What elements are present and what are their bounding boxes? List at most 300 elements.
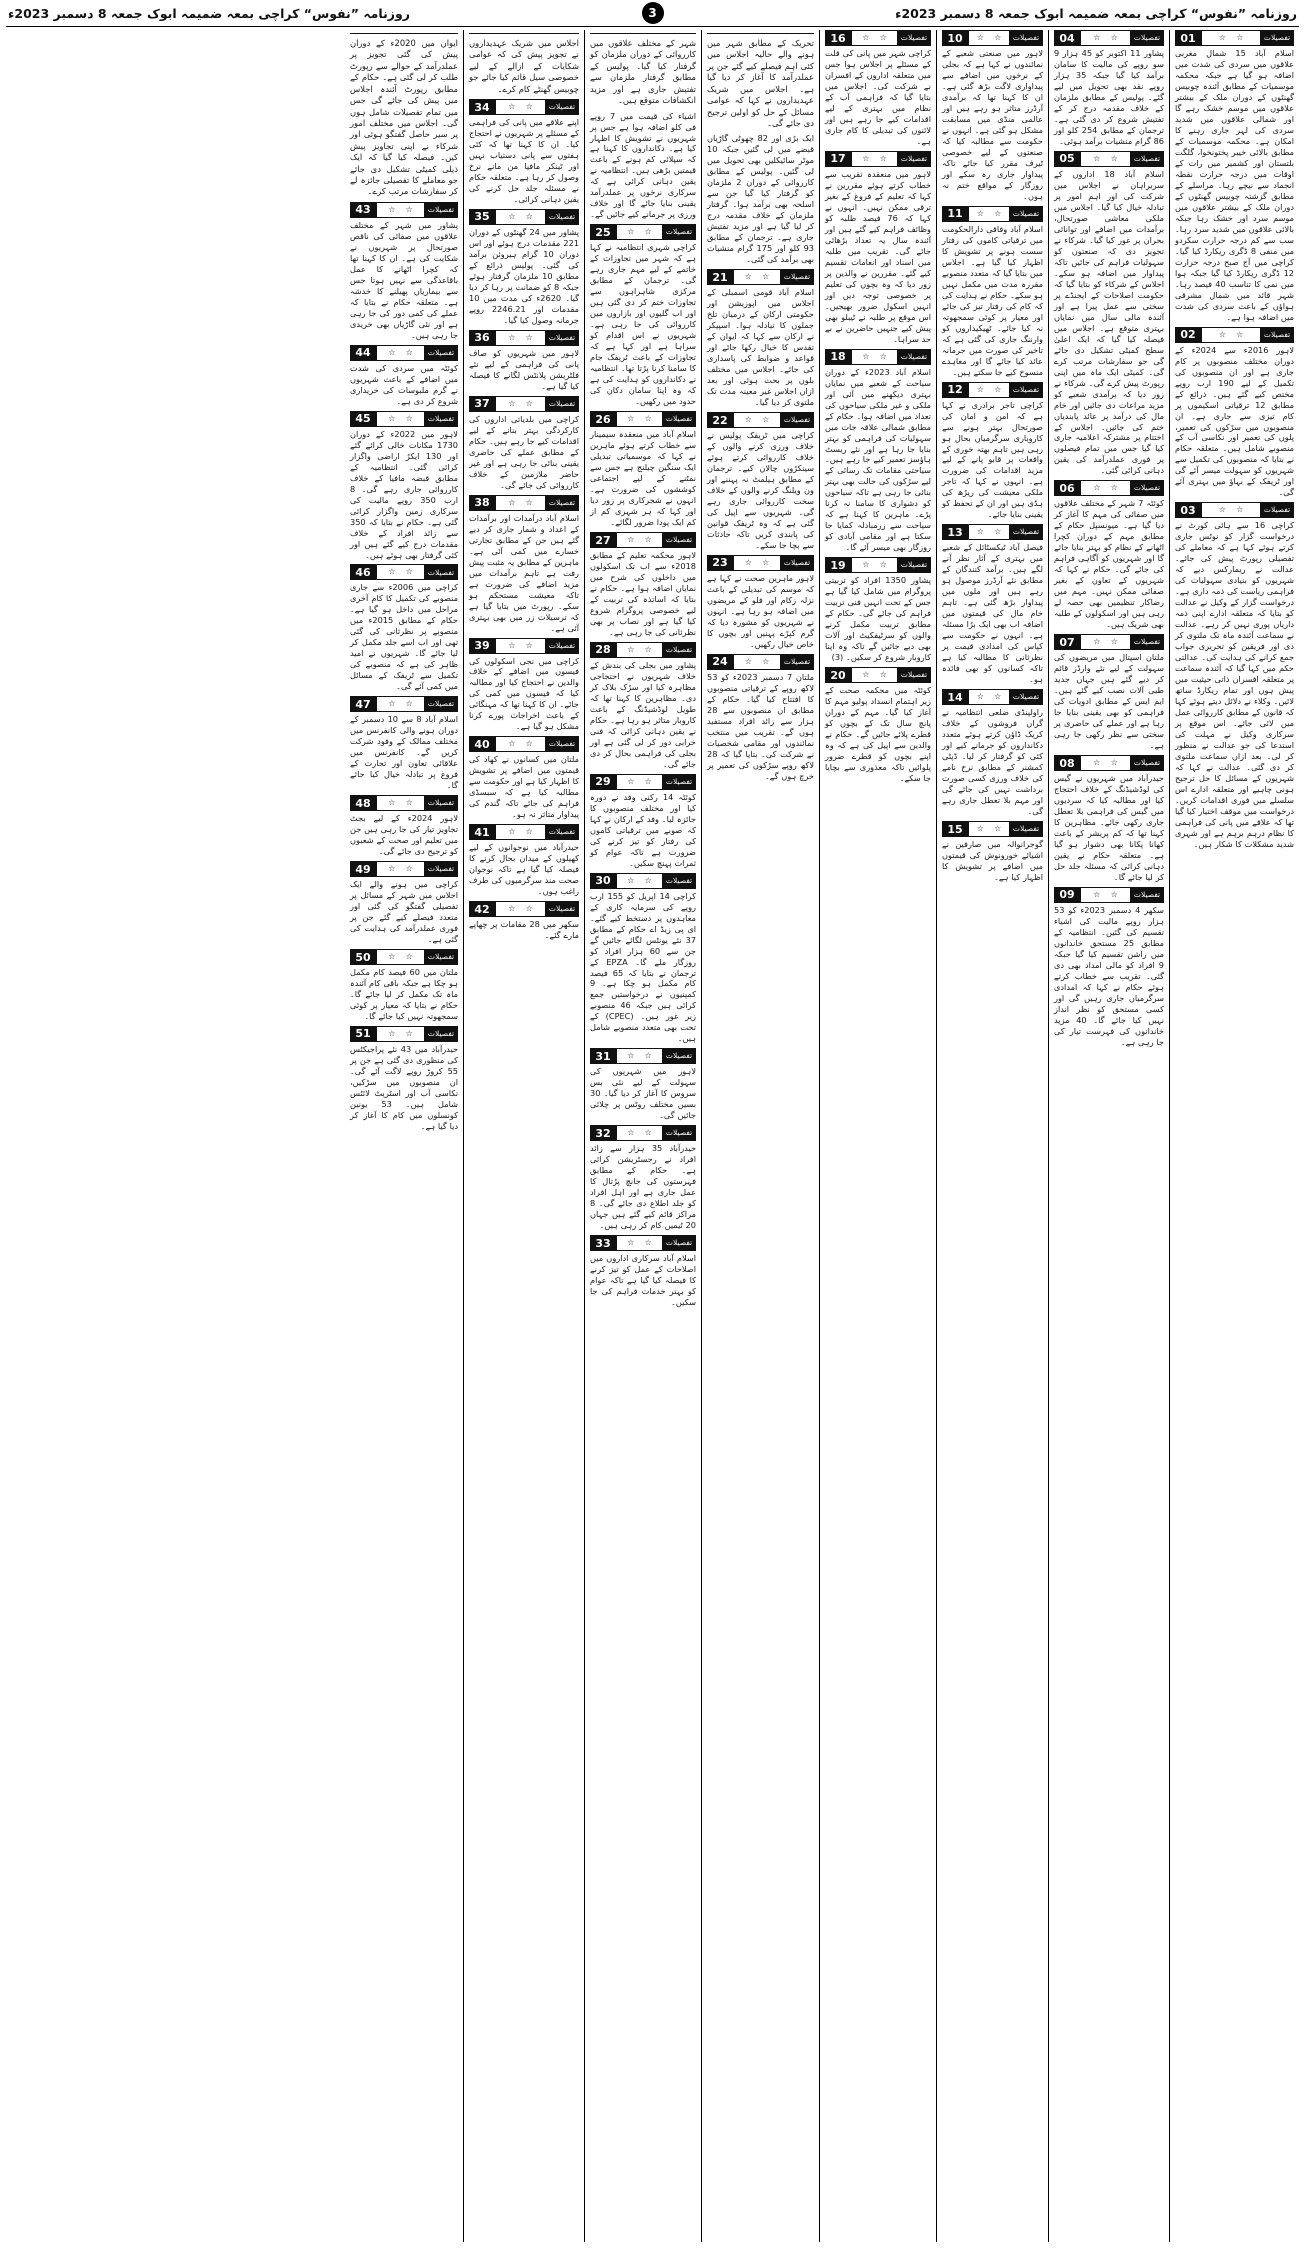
item-number-badge: 41 bbox=[469, 824, 495, 840]
news-item-45 bbox=[350, 411, 458, 561]
item-number-badge: 11 bbox=[942, 206, 968, 222]
detail-tag[interactable]: تفصیلات bbox=[424, 411, 458, 427]
star-divider-icon: ☆ ☆ bbox=[1080, 30, 1130, 46]
news-item-03 bbox=[1175, 502, 1294, 850]
detail-tag[interactable]: تفصیلات bbox=[897, 349, 931, 365]
news-item-body: شہر کے مختلف علاقوں میں کارروائی کے دوران ملزمان کو گرفتار کیا گیا۔ پولیس کے مطابق گرفتار ملزمان سے تفتیش جاری ہے اور مزید انکشافات متوقع ہیں۔ bbox=[590, 38, 696, 106]
item-number-badge: 29 bbox=[590, 774, 616, 790]
news-item-header bbox=[590, 873, 696, 889]
star-divider-icon: ☆ ☆ bbox=[495, 396, 545, 412]
star-divider-icon: ☆ ☆ bbox=[616, 224, 662, 240]
news-item-body: کراچی میں ہونے والے ایک اجلاس میں شہر کے مسائل پر تفصیلی گفتگو کی گئی اور متعدد فیصلے کیے گئے جن پر فوری عملدرآمد کی ہدایت کی گئی ہے۔ bbox=[350, 879, 458, 945]
news-item-header bbox=[469, 209, 579, 225]
news-item-36 bbox=[469, 330, 579, 392]
news-item-body: پشاور میں شہر کے مختلف علاقوں میں صفائی کی ناقص صورتحال پر شہریوں نے شکایت کی ہے۔ ان کا کہنا تھا کہ کچرا اٹھانے کا عمل باقاعدگی سے نہیں ہوتا جس سے بیماریاں پھیلنے کا خدشہ ہے۔ متعلقہ حکام نے بتایا کہ عملے کی کمی دور کی جا رہی ہے اور نئی گاڑیاں بھی خریدی جا رہی ہیں۔ bbox=[350, 219, 458, 340]
news-item-38 bbox=[469, 495, 579, 634]
star-divider-icon: ☆ ☆ bbox=[616, 642, 662, 658]
news-item-header bbox=[350, 949, 458, 965]
news-item-body: ملتان میں 60 فیصد کام مکمل ہو چکا ہے جبکہ باقی کام آئندہ ماہ تک مکمل کر لیا جائے گا۔ حکام نے بتایا کہ معیار پر کوئی سمجھوتہ نہیں کیا جائے گا۔ bbox=[350, 967, 458, 1021]
news-item-header bbox=[590, 1048, 696, 1064]
news-item-21 bbox=[707, 269, 814, 408]
news-item-body: لاہور 2024ء کے لیے بجٹ تجاویز تیار کی جا رہی ہیں جن میں تعلیم اور صحت کے شعبوں کو ترجیح دی جائے گی۔ bbox=[350, 813, 458, 857]
news-item-29 bbox=[590, 774, 696, 869]
item-number-badge: 48 bbox=[350, 795, 376, 811]
detail-tag[interactable]: تفصیلات bbox=[545, 209, 579, 225]
detail-tag[interactable]: تفصیلات bbox=[662, 411, 696, 427]
star-divider-icon: ☆ ☆ bbox=[376, 949, 424, 965]
item-number-badge: 09 bbox=[1054, 887, 1080, 903]
news-item-body: ایوان میں 2020ء کے دوران پیش کی گئی تجویز پر عملدرآمد کے حوالے سے رپورٹ طلب کر لی گئی ہے۔ حکام کے مطابق رپورٹ آئندہ اجلاس میں پیش کی جائے گی جس میں تمام تفصیلات شامل ہوں گی۔ اجلاس میں مختلف امور پر سیر حاصل گفتگو ہوئی اور شرکاء نے اپنی تجاویز پیش کیں۔ فیصلہ کیا گیا کہ ایک ذیلی کمیٹی تشکیل دی جائے جو معاملے کا تفصیلی جائزہ لے کر سفارشات مرتب کرے۔ bbox=[350, 38, 459, 197]
detail-tag[interactable]: تفصیلات bbox=[897, 151, 931, 167]
news-item-body: حیدرآباد میں نوجوانوں کے لیے کھیلوں کے میدان بحال کرنے کا فیصلہ کیا گیا ہے تاکہ نوجوان صحت مند سرگرمیوں کی طرف راغب ہوں۔ bbox=[469, 842, 579, 897]
news-item-header bbox=[350, 696, 458, 712]
news-item-header bbox=[942, 821, 1043, 837]
news-item-header bbox=[825, 151, 931, 167]
item-number-badge: 07 bbox=[1054, 634, 1080, 650]
news-item-body: تحریک کے مطابق شہر میں ہونے والے حالیہ اجلاس میں کئی اہم فیصلے کیے گئے جن پر عملدرآمد کا آغاز کر دیا گیا ہے۔ اجلاس میں شریک عہدیداروں نے کہا کہ عوامی مسائل کے حل کو اولین ترجیح دی جائے گی۔ bbox=[707, 38, 814, 128]
star-divider-icon: ☆ ☆ bbox=[1080, 480, 1130, 496]
item-number-badge: 20 bbox=[825, 667, 851, 683]
detail-tag[interactable]: تفصیلات bbox=[424, 564, 458, 580]
item-number-badge: 03 bbox=[1175, 502, 1201, 518]
news-item-body: اسلام آباد میں منعقدہ سیمینار سے خطاب کرتے ہوئے ماہرین نے کہا کہ موسمیاتی تبدیلی ایک سنگین چیلنج ہے جس سے نمٹنے کے لیے اجتماعی کوششوں کی ضرورت ہے۔ انہوں نے شجرکاری پر زور دیا اور کہا کہ ہر شہری کم از کم ایک پودا ضرور لگائے۔ bbox=[590, 429, 696, 528]
col-7 bbox=[463, 30, 584, 2242]
news-item-20 bbox=[825, 667, 931, 784]
news-item-body: اجلاس میں شریک عہدیداروں نے تجویز پیش کی کہ عوامی شکایات کے ازالے کے لیے خصوصی سیل قائم کیا جائے جو چوبیس گھنٹے کام کرے۔ bbox=[469, 38, 579, 94]
news-item-body: حیدرآباد میں 43 نئے پراجیکٹس کی منظوری دی گئی ہے جن پر 55 کروڑ روپے لاگت آئے گی۔ ان منصوبوں میں سڑکیں، نکاسی آب اور اسٹریٹ لائٹس شامل ہیں۔ 53 یونین کونسلوں میں کام کا آغاز کر دیا گیا ہے۔ bbox=[350, 1043, 458, 1131]
news-item-08 bbox=[1054, 755, 1164, 883]
detail-tag[interactable]: تفصیلات bbox=[1009, 524, 1043, 540]
rule-divider bbox=[469, 33, 579, 34]
news-item-body: کراچی 16 سے ہائی کورٹ نے درخواست گزار کو نوٹس جاری کرتے ہوئے کہا ہے کہ معاملے کی تفصیلی رپورٹ پیش کی جائے۔ عدالت نے ریمارکس دیے کہ شہریوں کو بنیادی سہولیات کی فراہمی ریاست کی ذمہ داری ہے۔ درخواست گزار کے وکیل نے عدالت کو بتایا کہ متعلقہ ادارے اپنی ذمہ داریاں پوری نہیں کر رہے۔ عدالت نے سماعت آئندہ ماہ تک ملتوی کر دی اور فریقین کو تحریری جواب جمع کرانے کی ہدایت کی۔ عدالتی حکم میں کہا گیا کہ آئندہ سماعت پر متعلقہ افسران ذاتی حیثیت میں پیش ہوں اور تمام ریکارڈ ساتھ لائیں۔ وکلاء نے دلائل دیتے ہوئے کہا کہ قانون کے مطابق کارروائی عمل میں لائی جائے۔ اس موقع پر سرکاری وکیل نے مہلت کی استدعا کی جو عدالت نے منظور کر لی۔ بعد ازاں سماعت ملتوی کر دی گئی۔ عدالت نے کہا کہ شہریوں کے مسائل کا حل ترجیح ہونی چاہیے اور متعلقہ ادارے اس سلسلے میں فوری اقدامات کریں۔ درخواست میں موقف اختیار کیا گیا تھا کہ علاقے میں پانی کی فراہمی کا نظام درہم برہم ہے اور شہری شدید مشکلات کا شکار ہیں۔ bbox=[1175, 520, 1294, 849]
star-divider-icon: ☆ ☆ bbox=[495, 99, 545, 115]
news-item-header bbox=[707, 412, 814, 428]
news-item-header bbox=[590, 411, 696, 427]
page-number-badge: 3 bbox=[642, 2, 664, 24]
news-item-body: لاہور محکمہ تعلیم کے مطابق 2018ء سے اب تک اسکولوں میں داخلوں کی شرح میں نمایاں اضافہ ہوا ہے۔ حکام نے بتایا کہ اساتذہ کی تربیت کے لیے خصوصی پروگرام شروع کیا گیا ہے اور نصاب پر بھی نظرثانی کی جا رہی ہے۔ bbox=[590, 550, 696, 637]
news-item-header bbox=[1175, 502, 1294, 518]
item-number-badge: 44 bbox=[350, 345, 376, 361]
news-item-body: کراچی شہری انتظامیہ نے کہا ہے کہ شہر میں تجاوزات کے خاتمے کے لیے مہم جاری رہے گی۔ ترجمان کے مطابق مرکزی شاہراہوں سے تجاوزات ختم کر دی گئی ہیں اور اب گلیوں اور بازاروں میں کارروائی کی جا رہی ہے۔ شہریوں نے اس اقدام کو سراہا ہے اور کہا ہے کہ تجاوزات کے باعث ٹریفک جام کا سامنا کرنا پڑتا تھا۔ انتظامیہ نے دکانداروں کو ہدایت کی ہے کہ وہ اپنا سامان دکان کی حدود میں رکھیں۔ bbox=[590, 242, 696, 407]
news-item-header bbox=[942, 206, 1043, 222]
detail-tag[interactable]: تفصیلات bbox=[424, 949, 458, 965]
detail-tag[interactable]: تفصیلات bbox=[1130, 151, 1164, 167]
detail-tag[interactable]: تفصیلات bbox=[545, 824, 579, 840]
detail-tag[interactable]: تفصیلات bbox=[662, 1125, 696, 1141]
news-item-09 bbox=[1054, 887, 1164, 1048]
star-divider-icon: ☆ ☆ bbox=[376, 564, 424, 580]
news-item-35 bbox=[469, 209, 579, 326]
news-item-header bbox=[350, 795, 458, 811]
news-item-body: اسلام آباد 8 سے 10 دسمبر کے دوران ہونے والی کانفرنس میں مختلف ممالک کے وفود شرکت کریں گے۔ کانفرنس میں علاقائی تعاون اور تجارت کے فروغ پر تبادلہ خیال کیا جائے گا۔ bbox=[350, 714, 459, 791]
news-item-header bbox=[469, 901, 579, 917]
news-item-26 bbox=[590, 411, 696, 528]
item-number-badge: 06 bbox=[1054, 480, 1080, 496]
news-item-body: کراچی میں بلدیاتی اداروں کی کارکردگی بہتر بنانے کے لیے اقدامات کیے جا رہے ہیں۔ حکام کے مطابق عملے کی حاضری یقینی بنائی جا رہی ہے اور غیر حاضر ملازمین کے خلاف کارروائی کی جائے گی۔ bbox=[469, 413, 579, 490]
news-item-24 bbox=[707, 654, 814, 782]
news-item-header bbox=[590, 642, 696, 658]
star-divider-icon: ☆ ☆ bbox=[616, 774, 662, 790]
detail-tag[interactable]: تفصیلات bbox=[780, 654, 814, 670]
col-6 bbox=[584, 30, 701, 2242]
star-divider-icon: ☆ ☆ bbox=[1080, 634, 1130, 650]
item-number-badge: 24 bbox=[707, 654, 733, 670]
star-divider-icon: ☆ ☆ bbox=[616, 1048, 662, 1064]
detail-tag[interactable]: تفصیلات bbox=[662, 1048, 696, 1064]
detail-tag[interactable]: تفصیلات bbox=[780, 412, 814, 428]
news-item-16 bbox=[825, 30, 931, 147]
item-number-badge: 13 bbox=[942, 524, 968, 540]
news-item-10 bbox=[942, 30, 1043, 202]
star-divider-icon: ☆ ☆ bbox=[851, 667, 897, 683]
news-item-50 bbox=[350, 949, 458, 1022]
detail-tag[interactable]: تفصیلات bbox=[1009, 206, 1043, 222]
news-item-01 bbox=[1175, 30, 1294, 323]
detail-tag[interactable]: تفصیلات bbox=[1260, 327, 1294, 343]
news-item-30 bbox=[590, 873, 696, 1045]
star-divider-icon: ☆ ☆ bbox=[733, 654, 780, 670]
col-2 bbox=[1048, 30, 1169, 2242]
item-number-badge: 37 bbox=[469, 396, 495, 412]
news-item-body: کوئٹہ میں محکمہ صحت کے زیر اہتمام انسداد پولیو مہم کا آغاز کیا گیا۔ مہم کے دوران پانچ سال تک کے بچوں کو قطرے پلائے جائیں گے۔ حکام نے والدین سے اپیل کی ہے کہ وہ اپنے بچوں کو قطرے ضرور پلوائیں تاکہ معذوری سے بچایا جا سکے۔ bbox=[825, 685, 931, 784]
detail-tag[interactable]: تفصیلات bbox=[545, 638, 579, 654]
news-item-header bbox=[1054, 30, 1164, 46]
star-divider-icon: ☆ ☆ bbox=[616, 1125, 662, 1141]
news-item-body: اسلام آباد درآمدات اور برآمدات کے اعداد و شمار جاری کر دیے گئے ہیں جن کے مطابق تجارتی خسارے میں کمی آئی ہے۔ ماہرین کے مطابق یہ مثبت پیش رفت ہے تاہم برآمدات میں مزید اضافے کی ضرورت ہے تاکہ معیشت مستحکم ہو سکے۔ رپورٹ میں بتایا گیا ہے کہ ترسیلات زر میں بھی بہتری آئی ہے۔ bbox=[469, 512, 579, 633]
detail-tag[interactable]: تفصیلات bbox=[1130, 755, 1164, 771]
item-number-badge: 51 bbox=[350, 1026, 376, 1042]
detail-tag[interactable]: تفصیلات bbox=[662, 873, 696, 889]
masthead bbox=[0, 0, 1305, 26]
news-item-body: لاہور 2016ء سے 2024ء کے دوران مختلف منصوبوں پر کام جاری ہے اور ان منصوبوں کی تکمیل کے لیے 190 ارب روپے مختص کیے گئے ہیں۔ ذرائع کے مطابق 12 ترقیاتی اسکیموں پر کام تیزی سے جاری ہے۔ ان منصوبوں میں سڑکوں کی تعمیر، پلوں کی تعمیر اور نکاسی آب کے منصوبے شامل ہیں۔ متعلقہ حکام نے بتایا کہ منصوبوں کی تکمیل سے شہریوں کو سہولت میسر آئے گی اور ٹریفک کے بہاؤ میں بہتری آئے گی۔ bbox=[1175, 344, 1294, 498]
news-item-body: کوئٹہ میں سردی کی شدت میں اضافے کے باعث شہریوں نے گرم ملبوسات کی خریداری شروع کر دی ہے۔ bbox=[350, 362, 458, 406]
news-item-body: کراچی میں نجی اسکولوں کی فیسوں میں اضافے کے خلاف والدین نے احتجاج کیا اور مطالبہ کیا کہ فیسوں میں کمی کی جائے۔ ان کا کہنا تھا کہ مہنگائی کے باعث اخراجات پورے کرنا مشکل ہو گیا ہے۔ bbox=[469, 655, 579, 732]
star-divider-icon: ☆ ☆ bbox=[495, 901, 545, 917]
news-item-18 bbox=[825, 349, 931, 554]
star-divider-icon: ☆ ☆ bbox=[495, 495, 545, 511]
star-divider-icon: ☆ ☆ bbox=[733, 269, 780, 285]
news-item-header bbox=[590, 1235, 696, 1251]
item-number-badge: 31 bbox=[590, 1048, 616, 1064]
news-item-23 bbox=[707, 555, 814, 650]
news-item-44 bbox=[350, 345, 458, 407]
news-item-40 bbox=[469, 736, 579, 820]
star-divider-icon: ☆ ☆ bbox=[968, 821, 1009, 837]
news-item-header bbox=[590, 532, 696, 548]
star-divider-icon: ☆ ☆ bbox=[376, 411, 424, 427]
news-item-body: راولپنڈی ضلعی انتظامیہ نے گراں فروشوں کے خلاف کریک ڈاؤن کرتے ہوئے متعدد دکانداروں کو جرمانے کیے اور کئی کو گرفتار کر لیا۔ ڈپٹی کمشنر کے مطابق نرخ نامے کی خلاف ورزی کسی صورت برداشت نہیں کی جائے گی اور مہم بلا تعطل جاری رہے گی۔ bbox=[942, 707, 1043, 817]
item-number-badge: 08 bbox=[1054, 755, 1080, 771]
item-number-badge: 18 bbox=[825, 349, 851, 365]
news-item-header bbox=[825, 349, 931, 365]
detail-tag[interactable]: تفصیلات bbox=[662, 532, 696, 548]
item-number-badge: 23 bbox=[707, 555, 733, 571]
star-divider-icon: ☆ ☆ bbox=[968, 382, 1009, 398]
star-divider-icon: ☆ ☆ bbox=[495, 736, 545, 752]
news-item-header bbox=[590, 774, 696, 790]
col-4 bbox=[819, 30, 936, 2242]
star-divider-icon: ☆ ☆ bbox=[968, 30, 1009, 46]
detail-tag[interactable]: تفصیلات bbox=[424, 1026, 458, 1042]
star-divider-icon: ☆ ☆ bbox=[1080, 755, 1130, 771]
detail-tag[interactable]: تفصیلات bbox=[1260, 502, 1294, 518]
news-item-body: کراچی شہر میں پانی کی قلت کے مسئلے پر اجلاس ہوا جس میں متعلقہ اداروں کے افسران نے شرکت کی۔ اجلاس میں بتایا گیا کہ فراہمی آب کے نظام میں بہتری کے لیے اقدامات کیے جا رہے ہیں اور لائنوں کی تبدیلی کا کام جاری ہے۔ bbox=[825, 48, 931, 146]
news-item-15 bbox=[942, 821, 1043, 883]
news-item-07 bbox=[1054, 634, 1164, 751]
news-item-header bbox=[1054, 480, 1164, 496]
news-item-body: ملتان میں کسانوں نے کھاد کی قیمتوں میں اضافے پر تشویش کا اظہار کیا ہے اور حکومت سے مطالبہ کیا ہے کہ سبسڈی فراہم کی جائے تاکہ گندم کی پیداوار متاثر نہ ہو۔ bbox=[469, 754, 579, 820]
news-item-17 bbox=[825, 151, 931, 345]
news-item-33 bbox=[590, 1235, 696, 1308]
news-lead-block bbox=[350, 33, 458, 198]
detail-tag[interactable]: تفصیلات bbox=[897, 30, 931, 46]
news-item-body: سکھر میں 28 مقامات پر چھاپے مارے گئے۔ bbox=[469, 919, 579, 941]
news-item-body: کوئٹہ 7 شہر کے مختلف علاقوں میں صفائی کی مہم کا آغاز کر دیا گیا ہے۔ میونسپل حکام کے مطابق مہم کے دوران کچرا اٹھانے کے نظام کو بہتر بنایا جائے گا اور شہریوں کو آگاہی فراہم کی جائے گی۔ حکام نے کہا کہ شہریوں کے تعاون کے بغیر صفائی ممکن نہیں۔ مہم میں رضاکار تنظیمیں بھی حصہ لے رہی ہیں اور اسکولوں کے طلبہ بھی شریک ہیں۔ bbox=[1054, 498, 1164, 630]
detail-tag[interactable]: تفصیلات bbox=[545, 396, 579, 412]
news-item-header bbox=[350, 861, 458, 877]
detail-tag[interactable]: تفصیلات bbox=[662, 642, 696, 658]
item-number-badge: 17 bbox=[825, 151, 851, 167]
col-8 bbox=[345, 30, 463, 2242]
news-item-body: گوجرانوالہ میں صارفین نے اشیائے خورونوش کی قیمتوں میں اضافے پر تشویش کا اظہار کیا ہے۔ bbox=[942, 839, 1043, 882]
item-number-badge: 46 bbox=[350, 564, 376, 580]
news-item-28 bbox=[590, 642, 696, 770]
detail-tag[interactable]: تفصیلات bbox=[1009, 821, 1043, 837]
news-item-body: اسلام آباد سرکاری اداروں میں اصلاحات کے عمل کو تیز کرنے کا فیصلہ کیا گیا ہے تاکہ عوام کو بہتر خدمات فراہم کی جا سکیں۔ bbox=[590, 1253, 696, 1308]
news-item-body: حیدرآباد میں شہریوں نے گیس کی لوڈشیڈنگ کے خلاف احتجاج کیا اور مطالبہ کیا کہ سردیوں میں گیس کی فراہمی بلا تعطل جاری رکھی جائے۔ مظاہرین کا کہنا تھا کہ کم پریشر کے باعث کھانا پکانا بھی دشوار ہو گیا ہے۔ متعلقہ حکام نے یقین دہانی کرائی کہ مسئلہ جلد حل کر لیا جائے گا۔ bbox=[1054, 773, 1164, 882]
news-item-04 bbox=[1054, 30, 1164, 147]
news-item-body: کوئٹہ 14 رکنی وفد نے دورہ کیا اور مختلف منصوبوں کا جائزہ لیا۔ وفد کے ارکان نے کہا کہ صوبے میں ترقیاتی کاموں کی رفتار کو تیز کرنے کی ضرورت ہے تاکہ عوام کو ثمرات پہنچ سکیں۔ bbox=[590, 791, 697, 868]
news-item-header bbox=[469, 495, 579, 511]
detail-tag[interactable]: تفصیلات bbox=[780, 555, 814, 571]
news-item-13 bbox=[942, 524, 1043, 685]
news-item-body: ملتان اسپتال میں مریضوں کی سہولت کے لیے نئے وارڈز قائم کر دیے گئے ہیں جہاں جدید طبی آلات نصب کیے گئے ہیں۔ ایم ایس کے مطابق ادویات کی فراہمی کو بھی یقینی بنایا جا رہا ہے اور عملے کی حاضری پر سختی سے نظر رکھی جا رہی ہے۔ bbox=[1054, 652, 1164, 751]
news-item-header bbox=[942, 689, 1043, 705]
item-number-badge: 39 bbox=[469, 638, 495, 654]
star-divider-icon: ☆ ☆ bbox=[616, 873, 662, 889]
news-item-02 bbox=[1175, 327, 1294, 499]
detail-tag[interactable]: تفصیلات bbox=[424, 696, 458, 712]
star-divider-icon: ☆ ☆ bbox=[968, 524, 1009, 540]
news-item-body: لاہور میں منعقدہ تقریب سے خطاب کرتے ہوئے مقررین نے کہا کہ تعلیم کے فروغ کے بغیر ترقی ممکن نہیں۔ انہوں نے کہا کہ 76 فیصد طلبہ کو وظائف فراہم کیے گئے ہیں اور آئندہ سال یہ تعداد بڑھائی جائے گی۔ تقریب میں طلبہ میں اسناد اور انعامات تقسیم کیے گئے۔ مقررین نے والدین پر زور دیا کہ وہ بچوں کی تعلیم پر خصوصی توجہ دیں اور انہیں اسکول ضرور بھیجیں۔ اس موقع پر طلبہ نے ٹیبلو بھی پیش کیے جنہیں حاضرین نے بے حد سراہا۔ bbox=[825, 168, 931, 344]
news-item-body: اسلام آباد قومی اسمبلی کے اجلاس میں اپوزیشن اور حکومتی ارکان کے درمیان تلخ جملوں کا تبادلہ ہوا۔ اسپیکر نے ارکان سے کہا کہ ایوان کے تقدس کا خیال رکھا جائے اور قواعد و ضوابط کی پاسداری کی جائے۔ اجلاس میں مختلف بلوں پر بحث ہوئی اور بعد ازاں اجلاس غیر معینہ مدت تک ملتوی کر دیا گیا۔ bbox=[707, 287, 814, 408]
item-number-badge: 27 bbox=[590, 532, 616, 548]
star-divider-icon: ☆ ☆ bbox=[968, 689, 1009, 705]
news-item-body: ایک بڑی اور 82 چھوٹی گاڑیاں قبضے میں لی گئیں جبکہ 10 موٹر سائیکلیں بھی تحویل میں لی گئیں۔ پولیس کے مطابق کارروائی کے دوران 2 ملزمان کو گرفتار کیا گیا جن سے اسلحہ بھی برآمد ہوا۔ گرفتار ملزمان کے خلاف مقدمہ درج کر لیا گیا ہے اور مزید تفتیش جاری ہے۔ ترجمان کے مطابق 93 کلو اور 175 گرام منشیات بھی برآمد کی گئی۔ bbox=[707, 133, 815, 265]
news-lead-block bbox=[590, 111, 696, 221]
news-item-header bbox=[350, 345, 458, 361]
news-item-19 bbox=[825, 557, 931, 663]
detail-tag[interactable]: تفصیلات bbox=[1009, 30, 1043, 46]
item-number-badge: 50 bbox=[350, 949, 376, 965]
detail-tag[interactable]: تفصیلات bbox=[424, 795, 458, 811]
news-item-header bbox=[590, 1125, 696, 1141]
star-divider-icon: ☆ ☆ bbox=[851, 557, 897, 573]
news-item-body: لاہور میں 2022ء کے دوران 1730 مکانات خالی کرائے گئے اور 130 ایکڑ اراضی واگزار کرائی گئی۔ انتظامیہ کے مطابق قبضہ مافیا کے خلاف کارروائی جاری رہے گی۔ 8 ارب 350 روپے مالیت کی سرکاری زمین واگزار کرائی گئی ہے۔ حکام نے بتایا کہ 350 سے زائد افراد کے خلاف مقدمات درج کیے گئے ہیں اور کئی گرفتار بھی ہوئے ہیں۔ bbox=[350, 428, 459, 560]
news-item-48 bbox=[350, 795, 458, 857]
item-number-badge: 45 bbox=[350, 411, 376, 427]
item-number-badge: 21 bbox=[707, 269, 733, 285]
news-item-header bbox=[350, 1026, 458, 1042]
news-lead-block bbox=[590, 33, 696, 107]
news-item-body: پشاور 1350 افراد کو تربیتی پروگرام میں شامل کیا گیا ہے جس کے تحت انہیں فنی تربیت فراہم کی جائے گی۔ حکام کے مطابق تربیت مکمل کرنے والوں کو سرٹیفکیٹ اور آلات بھی دیے جائیں گے تاکہ وہ اپنا کاروبار شروع کر سکیں۔ (3) bbox=[825, 575, 931, 663]
item-number-badge: 49 bbox=[350, 861, 376, 877]
star-divider-icon: ☆ ☆ bbox=[495, 638, 545, 654]
news-item-32 bbox=[590, 1125, 696, 1231]
masthead-rule bbox=[6, 26, 1299, 27]
item-number-badge: 15 bbox=[942, 821, 968, 837]
detail-tag[interactable]: تفصیلات bbox=[1130, 887, 1164, 903]
news-item-05 bbox=[1054, 151, 1164, 477]
star-divider-icon: ☆ ☆ bbox=[376, 861, 424, 877]
news-item-body: اسلام آباد 18 اداروں کے سربراہان نے اجلاس میں شرکت کی اور اہم امور پر تبادلہ خیال کیا گیا۔ اجلاس میں ملکی معاشی صورتحال، برآمدات میں اضافے اور توانائی بحران پر غور کیا گیا۔ شرکاء نے تجویز دی کہ صنعتوں کو سہولیات فراہم کی جائیں تاکہ پیداوار میں اضافہ ہو سکے۔ اجلاس کے شرکاء کو بتایا گیا کہ حکومت اصلاحات کے ایجنڈے پر سختی سے عمل پیرا ہے اور آئندہ مالی سال میں نمایاں بہتری متوقع ہے۔ اجلاس میں فیصلہ کیا گیا کہ ایک اعلیٰ سطح کمیٹی تشکیل دی جائے گی جو سفارشات مرتب کرے گی۔ کمیٹی ایک ماہ میں اپنی رپورٹ پیش کرے گی۔ شرکاء نے زور دیا کہ برآمدی شعبے کو مزید مراعات دی جائیں اور خام مال کی درآمد پر عائد پابندیاں ختم کی جائیں۔ اجلاس کے اختتام پر مشترکہ اعلامیہ جاری کیا گیا جس میں تمام فیصلوں پر فوری عملدرآمد کی یقین دہانی کرائی گئی۔ bbox=[1054, 168, 1165, 476]
news-item-11 bbox=[942, 206, 1043, 378]
detail-tag[interactable]: تفصیلات bbox=[545, 901, 579, 917]
item-number-badge: 16 bbox=[825, 30, 851, 46]
news-item-header bbox=[469, 824, 579, 840]
item-number-badge: 25 bbox=[590, 224, 616, 240]
news-item-body: اسلام آباد 15 شمال مغربی علاقوں میں سردی کی شدت میں اضافہ ہو گیا ہے جبکہ محکمہ موسمیات کے مطابق آئندہ چوبیس گھنٹوں کے دوران ملک کے بیشتر علاقوں میں موسم خشک رہے گا اور شمالی علاقوں میں شدید سردی کی لہر جاری رہنے کا امکان ہے۔ محکمہ موسمیات کے مطابق بالائی خیبر پختونخوا، گلگت بلتستان اور کشمیر میں رات کے اوقات میں درجہ حرارت نقطہ انجماد سے نیچے رہا۔ مراسلے کے مطابق گزشتہ چوبیس گھنٹوں کے دوران ملک کے بیشتر علاقوں میں موسم سرد اور خشک رہا جبکہ بالائی علاقوں میں شدید سرد رہا۔ سب سے کم درجہ حرارت سکردو میں منفی 8 ڈگری ریکارڈ کیا گیا۔ کراچی میں آج صبح درجہ حرارت 12 ڈگری ریکارڈ کیا گیا جبکہ ہوا میں نمی کا تناسب 40 فیصد رہا۔ شہر قائد میں شمال مشرقی ہواؤں کے باعث سردی کی شدت میں اضافہ ہوا ہے۔ bbox=[1175, 48, 1295, 322]
detail-tag[interactable]: تفصیلات bbox=[1130, 634, 1164, 650]
item-number-badge: 10 bbox=[942, 30, 968, 46]
star-divider-icon: ☆ ☆ bbox=[376, 345, 424, 361]
star-divider-icon: ☆ ☆ bbox=[495, 330, 545, 346]
news-item-header bbox=[469, 638, 579, 654]
rule-divider bbox=[590, 33, 696, 34]
article-columns bbox=[6, 30, 1299, 2242]
news-item-header bbox=[1054, 755, 1164, 771]
news-item-header bbox=[1054, 887, 1164, 903]
news-item-43 bbox=[350, 202, 458, 341]
news-item-34 bbox=[469, 99, 579, 205]
item-number-badge: 02 bbox=[1175, 327, 1201, 343]
detail-tag[interactable]: تفصیلات bbox=[1009, 382, 1043, 398]
news-item-header bbox=[1175, 327, 1294, 343]
star-divider-icon: ☆ ☆ bbox=[1201, 30, 1260, 46]
news-item-body: حیدرآباد 35 ہزار سے زائد افراد نے رجسٹریشن کرائی ہے۔ حکام کے مطابق فہرستوں کی جانچ پڑتال کا عمل جاری ہے اور اہل افراد کو جلد اطلاع دی جائے گی۔ 8 مراکز قائم کیے گئے ہیں جہاں 20 ٹیمیں کام کر رہی ہیں۔ bbox=[590, 1143, 696, 1231]
item-number-badge: 40 bbox=[469, 736, 495, 752]
detail-tag[interactable]: تفصیلات bbox=[897, 557, 931, 573]
masthead-left-text: روزنامہ ”نفوس“ کراچی بمعہ ضمیمہ ابوک جمعہ 8 دسمبر 2023ء bbox=[895, 5, 1297, 21]
news-item-41 bbox=[469, 824, 579, 897]
news-item-25 bbox=[590, 224, 696, 407]
detail-tag[interactable]: تفصیلات bbox=[424, 345, 458, 361]
news-item-header bbox=[942, 30, 1043, 46]
news-item-body: اسلام آباد 2023ء کے دوران سیاحت کے شعبے میں نمایاں بہتری دیکھنے میں آئی اور ملکی و غیر ملکی سیاحوں کی تعداد میں اضافہ ہوا۔ حکام کے مطابق شمالی علاقہ جات میں سہولیات کی فراہمی کو بہتر بنایا جا رہا ہے اور نئے ریسٹ ہاؤسز تعمیر کیے جا رہے ہیں۔ سیاحتی مقامات تک رسائی کے لیے سڑکوں کی حالت بھی بہتر بنائی جا رہی ہے تاکہ سیاحوں کو دشواری کا سامنا نہ کرنا پڑے۔ ماہرین کا کہنا ہے کہ سیاحت سے زرمبادلہ کمایا جا سکتا ہے اور مقامی آبادی کو روزگار بھی میسر آئے گا۔ bbox=[825, 366, 931, 553]
news-item-22 bbox=[707, 412, 814, 551]
news-item-header bbox=[350, 564, 458, 580]
news-item-header bbox=[469, 396, 579, 412]
star-divider-icon: ☆ ☆ bbox=[733, 555, 780, 571]
news-item-37 bbox=[469, 396, 579, 491]
item-number-badge: 01 bbox=[1175, 30, 1201, 46]
star-divider-icon: ☆ ☆ bbox=[1080, 151, 1130, 167]
item-number-badge: 12 bbox=[942, 382, 968, 398]
detail-tag[interactable]: تفصیلات bbox=[1009, 689, 1043, 705]
rule-divider bbox=[350, 33, 458, 34]
star-divider-icon: ☆ ☆ bbox=[1080, 887, 1130, 903]
detail-tag[interactable]: تفصیلات bbox=[662, 1235, 696, 1251]
news-item-body: اشیاء کی قیمت میں 7 روپے فی کلو اضافہ ہوا ہے جس پر شہریوں نے تشویش کا اظہار کیا ہے۔ دکانداروں کا کہنا ہے کہ سپلائی کم ہونے کے باعث قیمتیں بڑھی ہیں۔ انتظامیہ نے یقین دہانی کرائی ہے کہ سرکاری نرخوں پر عملدرآمد یقینی بنایا جائے گا اور خلاف ورزی پر جرمانے کیے جائیں گے۔ bbox=[590, 110, 696, 220]
detail-tag[interactable]: تفصیلات bbox=[545, 736, 579, 752]
star-divider-icon: ☆ ☆ bbox=[616, 411, 662, 427]
detail-tag[interactable]: تفصیلات bbox=[1260, 30, 1294, 46]
news-item-body: فیصل آباد ٹیکسٹائل کے شعبے میں بہتری کے آثار نظر آنے لگے ہیں۔ برآمد کنندگان کے مطابق نئے آرڈرز موصول ہو رہے ہیں اور ملوں میں پیداوار بڑھ گئی ہے۔ تاہم خام مال کی قیمتوں میں اضافہ اب بھی ایک بڑا مسئلہ ہے۔ انہوں نے حکومت سے کپاس کی امدادی قیمت پر نظرثانی کا مطالبہ کیا ہے تاکہ کسانوں کو بھی فائدہ ہو۔ bbox=[942, 542, 1043, 685]
news-item-header bbox=[1175, 30, 1294, 46]
detail-tag[interactable]: تفصیلات bbox=[1130, 480, 1164, 496]
star-divider-icon: ☆ ☆ bbox=[968, 206, 1009, 222]
news-item-header bbox=[825, 557, 931, 573]
news-item-body: لاہور میں شہریوں کو صاف پانی کی فراہمی کے لیے نئے فلٹریشن پلانٹس لگانے کا فیصلہ کیا گیا ہے۔ bbox=[469, 347, 579, 391]
news-lead-block bbox=[707, 33, 814, 129]
detail-tag[interactable]: تفصیلات bbox=[545, 99, 579, 115]
star-divider-icon: ☆ ☆ bbox=[376, 696, 424, 712]
detail-tag[interactable]: تفصیلات bbox=[662, 774, 696, 790]
news-item-body: پشاور 11 اکتوبر کو 45 ہزار 9 سو روپے کی مالیت کا سامان برآمد کیا گیا جبکہ 35 ہزار روپے نقد بھی تحویل میں لیے گئے۔ پولیس کے مطابق ملزمان کے خلاف مقدمہ درج کر کے تفتیش شروع کر دی گئی ہے۔ ترجمان کے مطابق 254 کلو اور 86 گرام منشیات برآمد ہوئی۔ bbox=[1054, 48, 1164, 146]
news-item-header bbox=[942, 382, 1043, 398]
star-divider-icon: ☆ ☆ bbox=[851, 151, 897, 167]
news-item-header bbox=[469, 736, 579, 752]
news-item-31 bbox=[590, 1048, 696, 1121]
item-number-badge: 47 bbox=[350, 696, 376, 712]
news-item-27 bbox=[590, 532, 696, 638]
detail-tag[interactable]: تفصیلات bbox=[1130, 30, 1164, 46]
detail-tag[interactable]: تفصیلات bbox=[545, 330, 579, 346]
news-item-header bbox=[469, 330, 579, 346]
star-divider-icon: ☆ ☆ bbox=[495, 209, 545, 225]
detail-tag[interactable]: تفصیلات bbox=[897, 667, 931, 683]
star-divider-icon: ☆ ☆ bbox=[376, 795, 424, 811]
news-item-header bbox=[350, 202, 458, 218]
item-number-badge: 19 bbox=[825, 557, 851, 573]
item-number-badge: 38 bbox=[469, 495, 495, 511]
news-item-body: پشاور میں بجلی کی بندش کے خلاف شہریوں نے احتجاجی مظاہرہ کیا اور سڑک بلاک کر دی۔ مظاہرین کا کہنا تھا کہ طویل لوڈشیڈنگ کے باعث کاروبار متاثر ہو رہا ہے۔ حکام نے یقین دہانی کرائی کہ فنی خرابی دور کر لی گئی ہے اور بجلی کی فراہمی بحال کر دی جائے گی۔ bbox=[590, 659, 696, 769]
item-number-badge: 05 bbox=[1054, 151, 1080, 167]
item-number-badge: 32 bbox=[590, 1125, 616, 1141]
news-item-header bbox=[825, 30, 931, 46]
news-item-header bbox=[590, 224, 696, 240]
col-1 bbox=[1169, 30, 1299, 2242]
detail-tag[interactable]: تفصیلات bbox=[780, 269, 814, 285]
news-item-body: اسلام آباد وفاقی دارالحکومت میں ترقیاتی کاموں کی رفتار سست ہونے پر تشویش کا اظہار کیا گیا ہے۔ اجلاس میں بتایا گیا کہ متعدد منصوبے مقررہ مدت میں مکمل نہیں ہو سکے۔ حکام نے ہدایت کی کہ کام کی رفتار تیز کی جائے اور معیار پر کوئی سمجھوتہ نہ کیا جائے۔ ٹھیکیداروں کو وارننگ جاری کی گئی ہے کہ تاخیر کی صورت میں جرمانہ عائد کیا جائے گا اور معاہدے منسوخ کیے جا سکتے ہیں۔ bbox=[942, 223, 1043, 377]
item-number-badge: 28 bbox=[590, 642, 616, 658]
star-divider-icon: ☆ ☆ bbox=[1201, 502, 1260, 518]
star-divider-icon: ☆ ☆ bbox=[616, 1235, 662, 1251]
news-item-body: لاہور میں شہریوں کی سہولت کے لیے نئی بس سروس کا آغاز کر دیا گیا۔ 30 بسیں مختلف روٹس پر چلائی جائیں گی۔ bbox=[590, 1066, 696, 1121]
news-item-body: سکھر 4 دسمبر 2023ء کو 53 ہزار روپے مالیت کی اشیاء تقسیم کی گئیں۔ انتظامیہ کے مطابق 25 مستحق خاندانوں میں راشن تقسیم کیا گیا جبکہ 9 افراد کو مالی امداد بھی دی گئی۔ تقریب سے خطاب کرتے ہوئے حکام نے کہا کہ امدادی سرگرمیاں جاری رہیں گی اور کسی مستحق کو نظر انداز نہیں کیا جائے گا۔ 40 مزید خاندانوں کی فہرست تیار کی جا رہی ہے۔ bbox=[1054, 904, 1164, 1047]
star-divider-icon: ☆ ☆ bbox=[733, 412, 780, 428]
news-item-header bbox=[825, 667, 931, 683]
star-divider-icon: ☆ ☆ bbox=[851, 349, 897, 365]
star-divider-icon: ☆ ☆ bbox=[376, 202, 424, 218]
item-number-badge: 36 bbox=[469, 330, 495, 346]
news-item-12 bbox=[942, 382, 1043, 521]
detail-tag[interactable]: تفصیلات bbox=[662, 224, 696, 240]
detail-tag[interactable]: تفصیلات bbox=[545, 495, 579, 511]
col-3 bbox=[936, 30, 1048, 2242]
news-item-46 bbox=[350, 564, 458, 692]
col-5 bbox=[701, 30, 819, 2242]
star-divider-icon: ☆ ☆ bbox=[495, 824, 545, 840]
news-item-header bbox=[469, 99, 579, 115]
detail-tag[interactable]: تفصیلات bbox=[424, 202, 458, 218]
detail-tag[interactable]: تفصیلات bbox=[424, 861, 458, 877]
news-item-42 bbox=[469, 901, 579, 941]
news-lead-block bbox=[707, 133, 814, 265]
star-divider-icon: ☆ ☆ bbox=[1201, 327, 1260, 343]
news-item-header bbox=[707, 269, 814, 285]
item-number-badge: 22 bbox=[707, 412, 733, 428]
